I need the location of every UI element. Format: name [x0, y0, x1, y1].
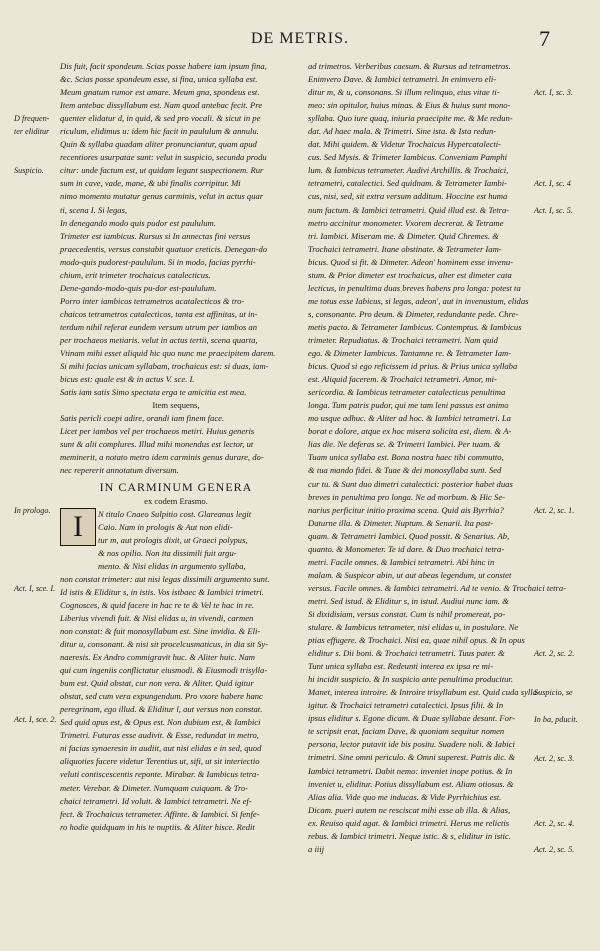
text-line: metis pacto. & Tetrameter Iambicus. Contemptus. & Iambicus — [308, 321, 522, 332]
text-line: Vtinam mihi esset aliquid hic quo nunc me praecipitem darem. — [60, 348, 276, 359]
text-line: stum. & Prior dimeter est trochaicus, alter est dimeter cata — [308, 269, 512, 280]
text-line: chaicos tetrametros catalecticos, tanta est affinitas, ut in- — [60, 308, 258, 319]
margin-note: Suspicio, se — [534, 688, 573, 698]
text-line: trimetri. Sine omni periculo. & Omni superest. Patris dic. & — [308, 752, 516, 763]
text-line: narius perficitur initio proxima scena. Quid ais Byrrhia? — [308, 504, 504, 515]
text-line: longa. Tum patris pudor, qui me tam leni passus est animo — [308, 400, 509, 411]
text-line: eliditur s. Dii boni. & Trochaici tetrametri. Tuus pater. & — [308, 648, 505, 659]
text-line: ego. & Dimeter Iambicus. Tantamne re. & Tetrameter Iam- — [308, 348, 512, 359]
text-line: Sed quid opus est, & Opus est. Non dubium est, & Iambici — [60, 717, 261, 728]
text-line: chaici tetrametri. Id voluit. & Iambici tetrametri. Ne ef- — [60, 795, 252, 806]
text-line: lias die. Ne deferas se. & Trimetri Iambici. Per tuam. & — [308, 439, 501, 450]
text-line: s, consonante. Pro deum. & Dimeter, redundante pede. Chre- — [308, 308, 519, 319]
text-line: malam. & Suspicor abin, ut aut abeas legendum, ut constet — [308, 569, 512, 580]
text-line: dat. Ad haec mala. & Trimetri. Sine ista. & Ista redun- — [308, 126, 497, 137]
text-line: Daturne illa. & Dimeter. Nuptum. & Senarii. Ita post- — [308, 517, 494, 528]
text-line: peregrinam, ego illud. & Eliditur l, aut versus non constat. — [60, 704, 263, 715]
text-line: mo usque adhuc. & Aliter ad hoc. & Iambici tetrametri. La — [308, 413, 511, 424]
page-number: 7 — [539, 26, 550, 51]
text-line: Dene-gando-modo-quis pu-dor est-paululum. — [60, 282, 217, 293]
decorated-initial: I — [60, 508, 96, 546]
margin-note: ter eliditur — [14, 127, 50, 137]
margin-note: Act. 2, sc. 5. — [534, 845, 575, 854]
section-subheading: ex codem Erasmo. — [144, 495, 208, 506]
margin-note: D frequen- — [14, 114, 50, 124]
text-line: lecticus, in penultima duas breves habens pro longa: potest ta — [308, 282, 521, 293]
text-line: metro accinitur monometer. Vxorem decrerat. & Tetrame — [308, 217, 504, 228]
text-line: bicus. Quod si fit. & Dimeter. Adeon' hominem esse invenu- — [308, 256, 514, 267]
text-line: Si dixidisiam, versus constat. Cum is nihil promereat, po- — [308, 608, 506, 619]
margin-note: Act. 2, sc. 4. — [534, 818, 575, 828]
text-line: N titulo Cnaeo Sulpitio cost. Glareanus legit — [98, 508, 252, 519]
text-line: est. Aliquid facerem. & Trochaici tetrametri. Amor, mi- — [308, 374, 497, 385]
text-line: ditur u, consonant. & nisi sit procelcusmaticus, in dia sit Sy- — [60, 639, 269, 650]
text-line: ti, scena I. Si legas, — [60, 204, 128, 215]
text-line: naeresis. Ex Andro commigravit huc. & Aliter huic. Nam — [60, 652, 256, 663]
text-line: me totus esse Iabicus, si legas, adeon', aut in invenustum, elidas — [308, 295, 529, 306]
left-column — [60, 60, 292, 834]
text-line: sum in cave, vade, mane, & ubi finalis corripitur. Mi — [60, 178, 241, 189]
text-line: sericordia. & Iambicus tetrameter catalecticus penultima — [308, 387, 506, 398]
running-head: DE METRIS. — [251, 30, 349, 47]
margin-note: Suspicio. — [14, 166, 44, 176]
text-line: cur tu. & Sunt duo dimetri catalectici: posterior habet duas — [308, 478, 513, 489]
text-line: obstat, sed cum vera expungendum. Pro vxore habere hanc — [60, 691, 263, 702]
text-line: bicus est: quale est & in actus V. sce. I. — [60, 374, 195, 385]
text-line: hi incidit suspicio. & In suspicio ante penultima producitur. — [308, 674, 513, 685]
margin-note: Act. 2, sc. 1. — [534, 505, 575, 515]
text-line: nec repererit annotatum diversum. — [60, 465, 179, 476]
text-line: te scripsit erat, faciam Dave, & quoniam sequitur nomen — [308, 726, 505, 737]
text-line: Dicam. pueri autem ne resciscat mihi esse ab illa. & Alias, — [308, 804, 511, 815]
text-line: citur: unde factum est, ut quidam legant suspectionem. Rur — [60, 165, 264, 176]
text-line: chium, erit trimeter trochaicus catalecticus. — [60, 269, 211, 280]
text-line: terdum nihil referat eundem versum utrum per iambos an — [60, 321, 257, 332]
text-line: Licet per iambos vel per trochaeos metiri. Huius generis — [60, 426, 255, 437]
text-line: non constat trimeter: aut nisi legas dissimili argumento sunt. — [60, 573, 270, 584]
text-line: Trimeter est iambicus. Rursus si In annectas fini versus — [60, 230, 251, 241]
text-line: Dis fuit, facit spondeum. Scias posse habere iam ipsum fina, — [60, 61, 267, 71]
text-line: ex. Reuiso quid agat. & Iambici trimetri. Herus me relictis — [308, 817, 510, 828]
text-line: rebus. & Iambici trimetri. Neque istic. & s, eliditur in istic. — [308, 830, 511, 841]
text-line: bicus. Quod si ego reficissem id prius. & Prius unica syllaba — [308, 361, 518, 372]
text-line: a iiij — [308, 843, 324, 854]
text-line: Tunt unica syllaba est. Redeunti interea ex ipsa re mi- — [308, 661, 494, 672]
text-line: igitur. & Trochaici tetrametri catalectici. Ipsus filii. & In — [308, 700, 504, 711]
text-line: recentiores usurpatae sunt: velut in suspicio, secunda produ — [60, 152, 267, 163]
text-line: Satis pericli coepi adire, orandi iam finem face. — [60, 413, 225, 424]
text-line: per trochaeos metiaris. velut in actus tertii, scena quarta, — [60, 334, 258, 345]
text-line: meminerit, a notato metro idem carminis genus durare, do- — [60, 452, 264, 463]
section-heading: IN CARMINUM GENERA — [99, 479, 253, 494]
margin-note: Act. 2, sc. 2. — [534, 649, 575, 659]
margin-note: In prologo. — [14, 505, 51, 515]
text-line: Liberius vivendi fuit. & Nisi elidas u, in vivendi, carmen — [60, 612, 254, 623]
text-line: ptias effugere. & Trochaici. Nisi ea, quae nihil opus. & In opus — [308, 635, 525, 646]
text-line: In denegando modo quis pudor est paululum. — [60, 217, 216, 228]
text-line: Si mihi facias unicam syllabam, trochaicus est: si duas, iam- — [60, 361, 269, 372]
text-line: & tua mando fidei. & Tuae & dei monosyllaba sunt. Sed — [308, 465, 502, 476]
margin-note: Act. 2, sc. 3. — [534, 753, 575, 763]
text-line: veluti contiscescentis reponte. Mirabar. & Iambicus tetra- — [60, 769, 260, 780]
text-line: bum est. Quid obstat, cur non vera. & Aliter. Quid igitur — [60, 678, 254, 689]
text-line: quam. & Tetrametri Iambici. Quod possit. & Senarius. Ab, — [308, 530, 510, 541]
text-line: num factum. & Iambici tetrametri. Quid illud est. & Tetra- — [308, 204, 510, 215]
text-line: nimo momento mutatur genus carminis, velut in actus quar — [60, 191, 264, 202]
text-line: ro hodie quidquam in his te nuptiis. & Aliter hisce. Redit — [60, 821, 255, 832]
text-line: &c. Scias posse spondeum esse, si fina, unica syllaba est. — [60, 74, 258, 85]
text-line: syllaba. Quo iure quaq, iniuria praecipite me. & Me redun- — [308, 113, 513, 124]
text-line: metri. Sed istud. & Eliditur s, in istud. Audiui nunc iam. & — [308, 595, 509, 606]
text-line: versus. Facile omnes. & Iambici tetrametri. Ad te venio. & Trochaici tetra- — [308, 582, 567, 593]
margin-note: Act. I, sc. 5. — [534, 205, 573, 215]
text-line: Trochaici tetrametri. Itane obstinate. & Tetrameter Iam- — [308, 243, 502, 254]
text-line: fect. & Trochaicus tetrameter. Affinte. & Iambici. Si fenfe- — [60, 808, 260, 819]
margin-note: Act. I, sce. 2. — [14, 714, 57, 724]
text-line: non constat: & fuit monosyllabum est. Sine invidia. & Eli- — [60, 625, 261, 636]
margin-note: In ba, pducit. — [534, 714, 578, 724]
text-line: quanto. & Monometer. Te id dare. & Duo trochaici tetra- — [308, 543, 505, 554]
text-line: aliquoties facere videtur Terentius ut, sifi, ut sit interiectio — [60, 756, 260, 767]
text-line: Manet, interea introire. & Introire trisyllabum est. Quid cuda sylla- — [308, 687, 540, 698]
text-line: Item sequens, — [152, 400, 200, 411]
text-line: ditur m, & u, consonans. Si illum relinquo, eius vitae ti- — [308, 87, 500, 98]
text-line: Iambici tetrametri. Dabit nemo: inveniet inope potius. & In — [308, 765, 513, 776]
text-line: Enimvero Dave. & Iambici tetrametri. In enimvero eli- — [308, 74, 497, 85]
text-line: riculum, elidimus u: idem hic facit in paululum & annulu. — [60, 126, 259, 137]
text-line: modo-quis pudorest-paululum. Si in modo, facias pyrrhi- — [60, 256, 256, 267]
text-line: Trimetri. Futuras esse audivit. & Esse, redundat in metro, — [60, 730, 259, 741]
text-line: praecedentis, versus constabit quatuor creticis. Denegan-do — [60, 243, 268, 254]
text-line: sunt & alii complures. Illud mihi monendus est lector, ut — [60, 439, 254, 450]
text-line: tetrametri, catalectici. Sed quidnam. & Tetrameter Iambi- — [308, 178, 507, 189]
text-line: Quin & syllaba quadam aliter pronunciantur, quam apud — [60, 139, 257, 150]
text-line: metri. Facile omnes. & Iambici tetrametri. Abi hinc in — [308, 556, 495, 567]
text-line: ad trimetros. Verberibus caesum. & Rursus ad tetrametros. — [308, 61, 511, 71]
text-line: Cognosces, & quid facere in hac re te & Vel te hac in re. — [60, 599, 255, 610]
text-line: lum. & Iambicus tetrameter. Audivi Archillis. & Trochaici, — [308, 165, 509, 176]
text-line: Tuam unica syllaba est. Bona nostra haec tibi commutto, — [308, 452, 504, 463]
text-line: persona, lector putavit ide bis positu. Suadere noli. & Iabici — [308, 739, 515, 750]
text-line: & nos opilio. Non ita dissimili fuit argu- — [98, 547, 237, 558]
text-line: meter. Verebar. & Dimeter. Numquam cuiquam. & Tro- — [60, 782, 249, 793]
margin-note: Act. I, sc. 4 — [534, 179, 571, 189]
text-line: inveniet u, eliditur. Potius dissyllabum est. Aliam otiosus. & — [308, 778, 514, 789]
text-line: Alias alia. Vide quo me inducas. & Vide Pyrrhichius est. — [308, 791, 502, 802]
text-line: meo: sin opitulor, huius minas. & Eius & huius sunt mono- — [308, 100, 511, 111]
text-line: tri. Iambici. Miseram me. & Dimeter. Quid Chremes. & — [308, 230, 499, 241]
text-line: ipsus eliditur s. Egone dicam. & Duae syllabae desunt. For- — [308, 713, 516, 724]
margin-note: Act. I, sc. 3. — [534, 88, 573, 98]
text-line: stulare. & Iambicus tetrameter, nisi elidas u, in postulare. Ne — [308, 622, 519, 633]
text-line: Id istis & Eliditur s, in istis. Vos istbaec & Iambici trimetri. — [60, 586, 264, 597]
text-line: Satis iam satis Simo spectata erga te amicitia est mea. — [60, 387, 247, 398]
text-line: ni facias synaeresin in audiit, aut nisi elidas e in sed, quod — [60, 743, 262, 754]
text-line: cus. Sed Mysis. & Trimeter Iambicus. Conveniam Pamphi — [308, 152, 508, 163]
text-line: mento. & Nisi elidas in argumento syllaba, — [98, 560, 246, 571]
text-line: breves in penultima pro longa. Ne ad morbum. & Hic Se- — [308, 491, 505, 502]
text-line: Item antebac dissyllabum est. Nam quod antebac fecit. Pre — [60, 100, 263, 111]
text-line: dat. Mihi quidem. & Videtur Trochaicus Hypercatalecti- — [308, 139, 502, 150]
margin-note: Act. I, sce. I. — [14, 584, 56, 593]
text-line: trimeter. Repudiatus. & Trochaici tetrametri. Nam quid — [308, 334, 498, 345]
text-line: cus, nisi, sed, sit extra versum additum. Hoccine est huma — [308, 191, 508, 202]
text-line: borat e dolore, atque ex hoc misera solicita est, diem. & A- — [308, 426, 512, 437]
text-line: quenter elidatur d, in quid, & sed pro vocali. & sicut in pe — [60, 113, 261, 124]
text-line: Porro inter iambicos tetrametros acatalecticos & tro- — [60, 295, 245, 306]
text-line: qui cum ingeniis conflictatur eiusmodi. & Eiusmodi trisylla- — [60, 665, 268, 676]
text-line: Caio. Nam in prologis & Aut non elidi- — [98, 521, 233, 532]
text-line: Meum gnatum rumor est amare. Meum gna, spondeus est. — [60, 87, 260, 98]
text-line: tur m, aut prologis dixit, ut Graeci polypus, — [98, 534, 248, 545]
